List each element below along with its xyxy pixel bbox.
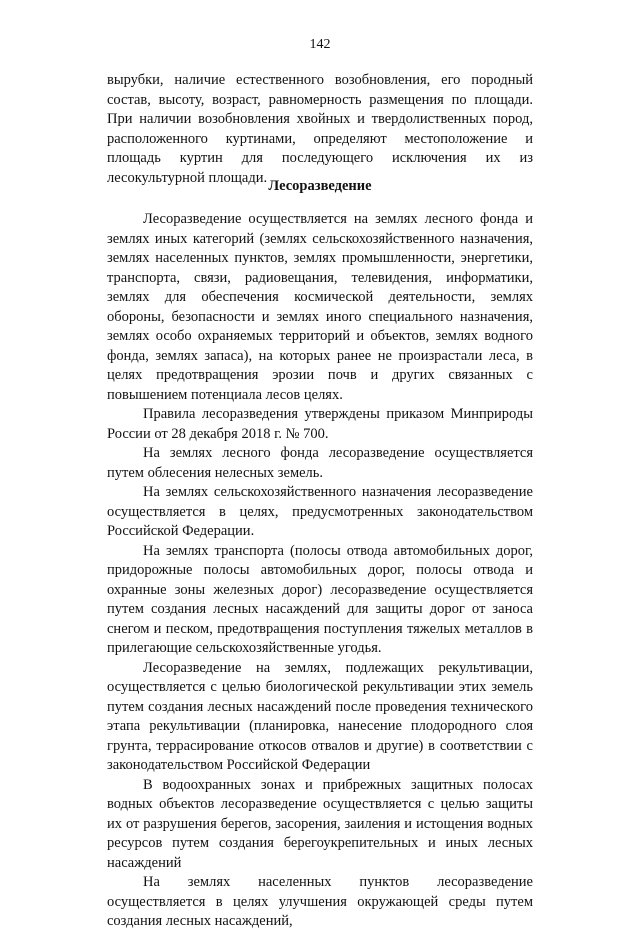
intro-paragraph: вырубки, наличие естественного возобновления, его породный состав, высоту, возраст, равномерность размещения по площади. При наличии возобновления хвойных и твердолиственных пород, расположенного куртинами, определяют местоположение и площадь куртин для последующего исключения их из лесокультурной площади. [107, 72, 533, 186]
paragraph-4: На землях сельскохозяйственного назначения лесоразведение осуществляется в целях, предусмотренных законодательством Российской Федерации. [107, 484, 533, 539]
paragraph-6: Лесоразведение на землях, подлежащих рекультивации, осуществляется с целью биологической рекультивации этих земель путем создания лесных насаждений после проведения технического этапа рекультивации (планировка, нанесение плодородного слоя грунта, террасирование откосов отвалов и другие) в соответствии с законодательством Российской Федерации [107, 659, 533, 773]
paragraph-1: Лесоразведение осуществляется на землях лесного фонда и землях иных категорий (землях сельскохозяйственного назначения, землях населенных пунктов, землях промышленности, энергетики, транспорта, связи, радиовещания, телевидения, информатики, землях для обеспечения космической деятельности, землях обороны, безопасности и землях иного специального назначения, землях особо охраняемых территорий и объектов, землях водного фонда, землях запаса), на которых ранее не произрастали леса, в целях предотвращения эрозии почв и других связанных с повышением потенциала лесов целях. [107, 211, 533, 403]
page-number: 142 [309, 37, 331, 52]
section-heading: Лесоразведение [268, 178, 372, 194]
paragraph-3: На землях лесного фонда лесоразведение осуществляется путем облесения нелесных земель. [107, 445, 533, 481]
intro-text-block [107, 71, 533, 188]
section-body [107, 210, 533, 932]
paragraph-7: В водоохранных зонах и прибрежных защитных полосах водных объектов лесоразведение осуществляется с целью защиты их от разрушения берегов, засорения, заиления и истощения водных ресурсов путем создания берегоукрепительных и иных лесных насаждений [107, 776, 533, 871]
paragraph-8: На землях населенных пунктов лесоразведение осуществляется в целях улучшения окружающей среды путем создания лесных насаждений, [107, 874, 533, 929]
paragraph-2: Правила лесоразведения утверждены приказом Минприроды России от 28 декабря 2018 г. № 700. [107, 406, 533, 442]
paragraph-5: На землях транспорта (полосы отвода автомобильных дорог, придорожные полосы автомобильных дорог, полосы отвода и охранные зоны железных дорог) лесоразведение осуществляется путем создания лесных насаждений для защиты дорог от заноса снегом и песком, предотвращения поступления тяжелых металлов в прилегающие сельскохозяйственные угодья. [107, 542, 533, 656]
